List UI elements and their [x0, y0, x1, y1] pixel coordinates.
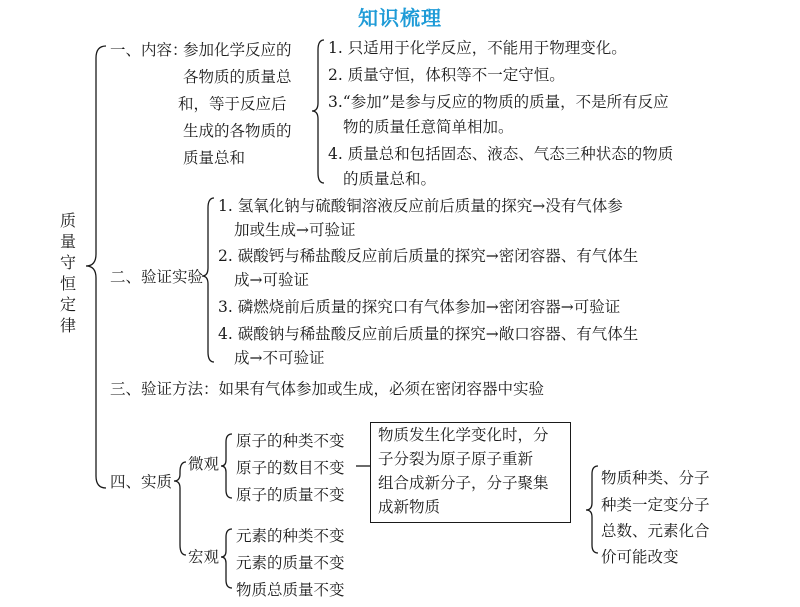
content-definition-line: 和，等于反应后 [178, 95, 287, 113]
right-brace [586, 466, 598, 553]
verify-item: 4. 碳酸钠与稀盐酸反应前后质量的探究→敞口容器、有气体生 [218, 325, 639, 343]
essence-box-line: 物质发生化学变化时，分 [378, 426, 549, 444]
verify-label: 二、验证实验 [110, 268, 204, 286]
content-definition-line: 生成的各物质的 [183, 122, 292, 140]
essence-box-line: 成新物质 [378, 498, 441, 516]
verify-item: 成→不可验证 [234, 349, 325, 367]
content-note: 2. 质量守恒，体积等不一定守恒。 [328, 66, 565, 84]
content-definition-line: 各物质的质量总 [183, 68, 292, 86]
root-char: 定 [59, 295, 76, 314]
root-char: 守 [59, 253, 76, 272]
micro-item: 原子的质量不变 [236, 486, 345, 504]
content-note: 1. 只适用于化学反应，不能用于物理变化。 [328, 39, 627, 57]
essence-right-line: 物质种类、分子 [601, 469, 710, 487]
essence-right-line: 价可能改变 [601, 548, 679, 566]
verify-brace [202, 198, 214, 362]
essence-brace [174, 462, 186, 555]
macro-label: 宏观 [188, 548, 220, 566]
verify-item: 2. 碳酸钙与稀盐酸反应前后质量的探究→密闭容器、有气体生 [218, 247, 639, 265]
method-text: 三、验证方法：如果有气体参加或生成，必须在密闭容器中实验 [110, 380, 545, 398]
micro-label: 微观 [188, 455, 220, 473]
essence-box-line: 组合成新分子，分子聚集 [378, 474, 549, 492]
content-definition-line: 参加化学反应的 [183, 41, 292, 59]
micro-brace [221, 434, 232, 498]
content-note: 4. 质量总和包括固态、液态、气态三种状态的物质 [328, 145, 674, 163]
root-char: 律 [59, 316, 76, 335]
root-brace [86, 46, 106, 488]
root-char: 量 [59, 232, 76, 251]
verify-item: 加或生成→可验证 [234, 221, 356, 239]
content-label: 一、内容： [110, 41, 188, 59]
root-char: 恒 [59, 274, 76, 293]
verify-item: 3. 磷燃烧前后质量的探究口有气体参加→密闭容器→可验证 [218, 298, 621, 316]
macro-item: 元素的种类不变 [236, 527, 345, 545]
notes-brace [312, 40, 324, 183]
macro-item: 元素的质量不变 [236, 554, 345, 572]
macro-item: 物质总质量不变 [236, 581, 345, 599]
micro-item: 原子的种类不变 [236, 432, 345, 450]
verify-item: 1. 氢氧化钠与硫酸铜溶液反应前后质量的探究→没有气体参 [218, 197, 623, 215]
content-note: 物的质量任意简单相加。 [343, 118, 514, 136]
essence-box-line: 子分裂为原子原子重新 [378, 450, 534, 468]
macro-brace [221, 529, 232, 588]
essence-box [370, 422, 571, 523]
essence-right-line: 总数、元素化合 [601, 522, 710, 540]
content-note: 的质量总和。 [343, 170, 437, 188]
root-char: 质 [59, 211, 76, 230]
content-note: 3.“参加”是参与反应的物质的质量，不是所有反应 [328, 93, 669, 111]
micro-item: 原子的数目不变 [236, 459, 345, 477]
essence-label: 四、实质 [110, 473, 173, 491]
verify-item: 成→可验证 [234, 271, 309, 289]
essence-right-line: 种类一定变分子 [601, 496, 710, 514]
content-definition-line: 质量总和 [183, 149, 246, 167]
page-title: 知识梳理 [358, 6, 442, 30]
root-label [59, 210, 77, 336]
